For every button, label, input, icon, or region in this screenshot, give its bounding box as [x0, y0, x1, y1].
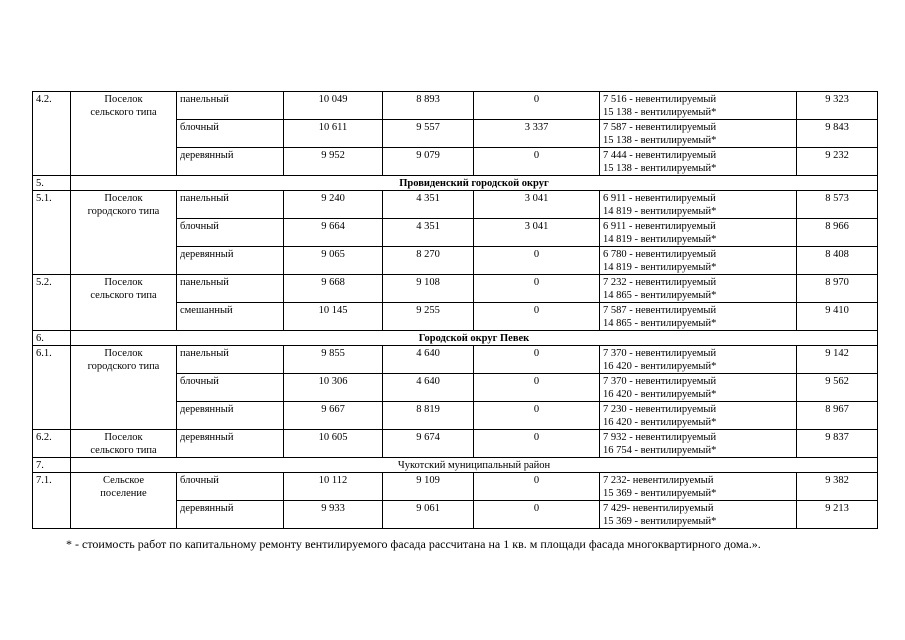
total-cost: 8 408 [797, 247, 878, 275]
settlement-type [71, 92, 177, 176]
cost-value-3: 0 [474, 402, 600, 430]
cost-value-2: 9 108 [383, 275, 474, 303]
total-cost: 8 966 [797, 219, 878, 247]
section-number: 7. [33, 458, 71, 473]
building-material: блочный [177, 219, 284, 247]
item-number: 4.2. [33, 92, 71, 176]
cost-value-2: 8 270 [383, 247, 474, 275]
total-cost: 8 970 [797, 275, 878, 303]
facade-cost-line: 14 865 - вентилируемый* [603, 318, 717, 329]
facade-cost-line: 7 932 - невентилируемый [603, 432, 717, 443]
building-material: деревянный [177, 501, 284, 529]
cost-value-3: 3 337 [474, 120, 600, 148]
settlement-type [71, 191, 177, 275]
cost-value-3: 0 [474, 430, 600, 458]
cost-value-1: 9 933 [284, 501, 383, 529]
facade-cost-line: 7 370 - невентилируемый [603, 376, 717, 387]
cost-value-2: 4 640 [383, 374, 474, 402]
facade-cost-line: 7 516 - невентилируемый [603, 94, 717, 105]
total-cost: 9 232 [797, 148, 878, 176]
facade-cost [600, 402, 797, 430]
total-cost: 9 562 [797, 374, 878, 402]
facade-cost [600, 92, 797, 120]
settlement-type-line: городского типа [87, 361, 160, 372]
facade-cost-line: 14 865 - вентилируемый* [603, 290, 717, 301]
facade-cost [600, 430, 797, 458]
cost-value-2: 8 819 [383, 402, 474, 430]
facade-cost-line: 7 587 - невентилируемый [603, 122, 717, 133]
settlement-type-line: сельского типа [90, 445, 157, 456]
facade-cost-line: 15 138 - вентилируемый* [603, 107, 717, 118]
facade-cost-line: 15 369 - вентилируемый* [603, 488, 717, 499]
facade-cost-line: 7 232- невентилируемый [603, 475, 714, 486]
item-number: 5.1. [33, 191, 71, 275]
building-material: блочный [177, 120, 284, 148]
facade-cost-line: 7 230 - невентилируемый [603, 404, 717, 415]
facade-cost-line: 6 911 - невентилируемый [603, 193, 716, 204]
cost-value-3: 0 [474, 501, 600, 529]
facade-cost-line: 6 780 - невентилируемый [603, 249, 717, 260]
settlement-type-line: Поселок [104, 193, 143, 204]
settlement-type-line: Поселок [104, 94, 143, 105]
cost-value-2: 9 674 [383, 430, 474, 458]
settlement-type-line: Сельское [102, 475, 145, 486]
facade-cost [600, 247, 797, 275]
cost-value-2: 4 351 [383, 191, 474, 219]
section-title: Городской округ Певек [71, 331, 878, 346]
facade-cost [600, 473, 797, 501]
cost-value-1: 9 952 [284, 148, 383, 176]
table-row [33, 430, 878, 458]
table-row [33, 346, 878, 374]
facade-cost-line: 16 420 - вентилируемый* [603, 417, 717, 428]
facade-cost [600, 275, 797, 303]
item-number: 7.1. [33, 473, 71, 529]
cost-value-1: 9 240 [284, 191, 383, 219]
facade-cost-line: 16 754 - вентилируемый* [603, 445, 717, 456]
facade-cost-line: 14 819 - вентилируемый* [603, 234, 717, 245]
building-material: блочный [177, 473, 284, 501]
facade-cost-line: 16 420 - вентилируемый* [603, 361, 717, 372]
item-number: 5.2. [33, 275, 71, 331]
total-cost: 9 382 [797, 473, 878, 501]
facade-cost [600, 501, 797, 529]
cost-value-1: 10 306 [284, 374, 383, 402]
settlement-type-line: Поселок [104, 277, 143, 288]
facade-cost [600, 191, 797, 219]
settlement-type-line: сельского типа [90, 107, 157, 118]
facade-cost [600, 303, 797, 331]
total-cost: 8 967 [797, 402, 878, 430]
table-row [33, 275, 878, 303]
cost-value-1: 9 664 [284, 219, 383, 247]
total-cost: 9 213 [797, 501, 878, 529]
facade-cost [600, 120, 797, 148]
cost-value-3: 0 [474, 473, 600, 501]
section-title: Чукотский муниципальный район [71, 458, 878, 473]
cost-value-2: 9 079 [383, 148, 474, 176]
building-material: деревянный [177, 430, 284, 458]
total-cost: 9 837 [797, 430, 878, 458]
cost-value-1: 9 667 [284, 402, 383, 430]
cost-value-2: 4 640 [383, 346, 474, 374]
section-row [33, 176, 878, 191]
settlement-type [71, 430, 177, 458]
facade-cost-line: 14 819 - вентилируемый* [603, 262, 717, 273]
total-cost: 9 410 [797, 303, 878, 331]
cost-value-3: 3 041 [474, 219, 600, 247]
facade-cost-line: 7 232 - невентилируемый [603, 277, 717, 288]
facade-cost-line: 7 429- невентилируемый [603, 503, 714, 514]
facade-cost-line: 15 138 - вентилируемый* [603, 135, 717, 146]
settlement-type-line: поселение [100, 488, 147, 499]
settlement-type [71, 346, 177, 430]
building-material: смешанный [177, 303, 284, 331]
building-material: панельный [177, 92, 284, 120]
cost-value-1: 9 065 [284, 247, 383, 275]
facade-cost-line: 14 819 - вентилируемый* [603, 206, 717, 217]
settlement-type-line: городского типа [87, 206, 160, 217]
item-number: 6.1. [33, 346, 71, 430]
table-row [33, 473, 878, 501]
total-cost: 9 843 [797, 120, 878, 148]
facade-cost-line: 15 138 - вентилируемый* [603, 163, 717, 174]
section-title: Провиденский городской округ [71, 176, 878, 191]
table-body [33, 92, 878, 529]
facade-cost-line: 7 444 - невентилируемый [603, 150, 717, 161]
facade-cost-line: 6 911 - невентилируемый [603, 221, 716, 232]
section-number: 6. [33, 331, 71, 346]
cost-value-1: 10 049 [284, 92, 383, 120]
cost-value-2: 9 557 [383, 120, 474, 148]
facade-cost-line: 16 420 - вентилируемый* [603, 389, 717, 400]
item-number: 6.2. [33, 430, 71, 458]
facade-cost [600, 148, 797, 176]
facade-cost-line: 7 587 - невентилируемый [603, 305, 717, 316]
cost-table [32, 91, 878, 529]
total-cost: 8 573 [797, 191, 878, 219]
total-cost: 9 323 [797, 92, 878, 120]
cost-value-3: 3 041 [474, 191, 600, 219]
table-row [33, 191, 878, 219]
building-material: панельный [177, 275, 284, 303]
cost-value-2: 9 109 [383, 473, 474, 501]
cost-value-2: 9 061 [383, 501, 474, 529]
cost-value-1: 9 855 [284, 346, 383, 374]
cost-value-3: 0 [474, 148, 600, 176]
building-material: деревянный [177, 402, 284, 430]
facade-cost [600, 219, 797, 247]
building-material: панельный [177, 191, 284, 219]
cost-value-3: 0 [474, 346, 600, 374]
cost-value-1: 10 145 [284, 303, 383, 331]
building-material: деревянный [177, 247, 284, 275]
cost-value-1: 10 611 [284, 120, 383, 148]
cost-value-2: 8 893 [383, 92, 474, 120]
cost-value-1: 10 112 [284, 473, 383, 501]
cost-value-1: 10 605 [284, 430, 383, 458]
footnote: * - стоимость работ по капитальному ремонту вентилируемого фасада рассчитана на 1 кв. м площади фасада многоквартирного дома.». [66, 537, 761, 551]
building-material: блочный [177, 374, 284, 402]
facade-cost [600, 346, 797, 374]
settlement-type-line: Поселок [104, 432, 143, 443]
settlement-type-line: сельского типа [90, 290, 157, 301]
cost-value-2: 9 255 [383, 303, 474, 331]
cost-value-3: 0 [474, 92, 600, 120]
settlement-type [71, 473, 177, 529]
settlement-type [71, 275, 177, 331]
building-material: панельный [177, 346, 284, 374]
cost-value-3: 0 [474, 303, 600, 331]
cost-value-3: 0 [474, 374, 600, 402]
section-number: 5. [33, 176, 71, 191]
total-cost: 9 142 [797, 346, 878, 374]
facade-cost [600, 374, 797, 402]
facade-cost-line: 7 370 - невентилируемый [603, 348, 717, 359]
cost-value-2: 4 351 [383, 219, 474, 247]
settlement-type-line: Поселок [104, 348, 143, 359]
section-row [33, 331, 878, 346]
cost-value-3: 0 [474, 247, 600, 275]
facade-cost-line: 15 369 - вентилируемый* [603, 516, 717, 527]
building-material: деревянный [177, 148, 284, 176]
cost-value-3: 0 [474, 275, 600, 303]
section-row [33, 458, 878, 473]
table-row [33, 92, 878, 120]
cost-value-1: 9 668 [284, 275, 383, 303]
